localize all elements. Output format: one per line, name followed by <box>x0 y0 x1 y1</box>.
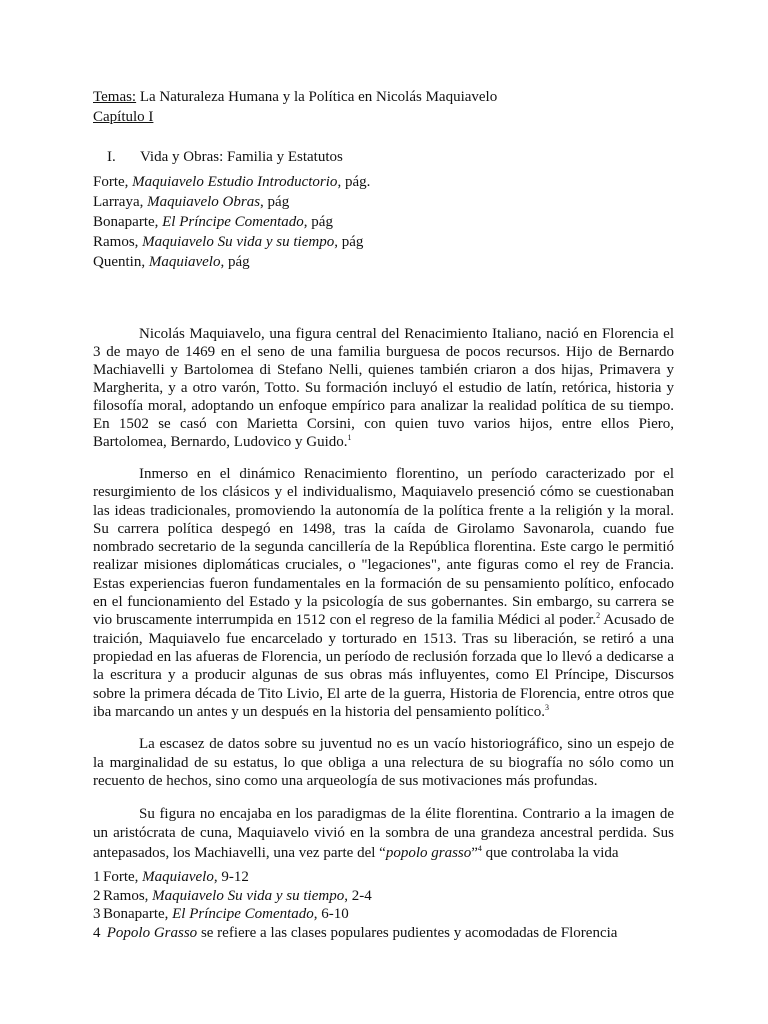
topic-title: La Naturaleza Humana y la Política en Nicolás Maquiavelo <box>136 89 498 105</box>
reference-page: , pág <box>260 194 290 210</box>
paragraph-text: Acusado de traición, Maquiavelo fue encarcelado y torturado en 1513. Tras su liberación, se retiró a una propiedad en las afueras de Florencia, un período de reclusión forzada que lo llevó a dedicarse a la escritura y a producir algunas de sus obras más influyentes, como El Príncipe, Discursos sobre la primera década de Tito Livio, El arte de la guerra, Historia de Florencia, entre otros que iba marcando un antes y un después en la historia del pensamiento político. <box>93 612 674 720</box>
paragraph-1 <box>93 325 674 451</box>
footnote-pages: , 6-10 <box>313 906 349 922</box>
reference-page: , pág <box>334 234 364 250</box>
footnote-item <box>93 924 617 943</box>
reference-author: Forte, <box>93 174 133 190</box>
paragraph-text: que controlaba la vida <box>481 844 619 861</box>
reference-work: Maquiavelo Obras <box>147 194 261 210</box>
footnote-number: 2 <box>93 887 101 904</box>
paragraph-text: Inmerso en el dinámico Renacimiento florentino, un período caracterizado por el resurgimiento de los clásicos y el individualismo, Maquiavelo presenció cómo se cuestionaban las ideas tradicionales, promoviendo la autonomía de la política frente a la religión y la moral. Su carrera política despegó en 1498, tras la caída de Girolamo Savonarola, cuando fue nombrado secretario de la segunda cancillería de la República florentina. Este cargo le permitió realizar misiones diplomáticas cruciales, o "legaciones", ante figuras como el rey de Francia. Estas experiencias fueron fundamentales en la formación de su pensamiento político, enfocado en el funcionamiento del Estado y la psicología de sus gobernantes. Sin embargo, su carrera se vio bruscamente interrumpida en 1512 con el regreso de la familia Médici al poder. <box>93 466 674 629</box>
reference-author: Bonaparte, <box>93 214 163 230</box>
footnote-item <box>93 905 617 924</box>
paragraph-3 <box>93 735 674 791</box>
paragraph-text: La escasez de datos sobre su juventud no es un vacío historiográfico, sino un espejo de la marginalidad de su estatus, lo que obliga a una relectura de su biografía no sólo como un recuento de hechos, sino como una arqueología de sus motivaciones más profundas. <box>93 736 674 790</box>
section-number: I. <box>107 149 116 165</box>
topic-line <box>93 87 497 107</box>
footnotes <box>93 868 617 942</box>
footnote-author: Forte, <box>103 869 143 885</box>
reference-page: , pág <box>303 214 333 230</box>
footnote-work: Maquiavelo Su vida y su tiempo <box>152 887 345 904</box>
topic-label: Temas: <box>93 89 137 105</box>
reference-page: , pág <box>220 254 250 270</box>
reference-page: , pág. <box>337 174 371 190</box>
reference-work: El Príncipe Comentado <box>162 214 304 230</box>
reference-list <box>93 172 370 272</box>
reference-item <box>93 232 370 252</box>
paragraph-text: Nicolás Maquiavelo, una figura central del Renacimiento Italiano, nació en Florencia el 3 de mayo de 1469 en el seno de una familia burguesa de pocos recursos. Hijo de Bernardo Machiavelli y Bartolomea di Stefano Nelli, quienes también criaron a dos hijas, Primavera y Margherita, y a otro varón, Totto. Su formación incluyó el estudio de latín, retórica, historia y filosofía moral, adoptando un enfoque empírico para analizar la realidad política de su tiempo. En 1502 se casó con Marietta Corsini, con quien tuvo varios hijos, entre ellos Piero, Bartolomea, Bernardo, Ludovico y Guido. <box>93 326 674 450</box>
paragraph-text: Su figura no encajaba en los paradigmas de la élite florentina. Contrario a la imagen de un aristócrata de cuna, Maquiavelo vivió en la sombra de una grandeza ancestral perdida. Sus antepasados, los Machiavelli, una vez parte del “ <box>93 805 674 861</box>
reference-item <box>93 172 370 192</box>
footnote-work: El Príncipe Comentado <box>172 906 314 922</box>
reference-item <box>93 252 370 272</box>
paragraph-4 <box>93 805 674 864</box>
italic-term: popolo grasso <box>385 844 472 861</box>
footnote-text: se refiere a las clases populares pudientes y acomodadas de Florencia <box>197 924 618 941</box>
reference-author: Ramos, <box>93 234 143 250</box>
reference-work: Maquiavelo <box>148 254 221 270</box>
footnote-marker: 3 <box>544 702 549 712</box>
footnote-marker: 2 <box>596 611 601 621</box>
reference-work: Maquiavelo Su vida y su tiempo <box>142 234 335 250</box>
footnote-number: 1 <box>93 869 101 885</box>
reference-author: Larraya, <box>93 194 148 210</box>
footnote-pages: , 9-12 <box>213 869 249 885</box>
paragraph-2 <box>93 465 674 721</box>
footnote-work: Popolo Grasso <box>106 924 198 941</box>
reference-item <box>93 212 370 232</box>
reference-author: Quentin, <box>93 254 149 270</box>
reference-work: Maquiavelo Estudio Introductorio <box>132 174 338 190</box>
footnote-number: 3 <box>93 906 101 922</box>
chapter-title: Capítulo I <box>93 109 154 125</box>
document-header <box>93 87 497 127</box>
reference-item <box>93 192 370 212</box>
body-text <box>93 325 674 877</box>
section-heading <box>107 147 343 167</box>
footnote-author: Ramos, <box>103 887 153 904</box>
footnote-marker: 4 <box>477 843 482 853</box>
section-title: Vida y Obras: Familia y Estatutos <box>140 149 343 165</box>
footnote-number: 4 <box>93 924 101 941</box>
footnote-work: Maquiavelo <box>142 869 214 885</box>
footnote-item <box>93 887 617 906</box>
closing-quote: ” <box>471 844 478 861</box>
footnote-item <box>93 868 617 887</box>
footnote-pages: , 2-4 <box>344 887 372 904</box>
footnote-author: Bonaparte, <box>103 906 173 922</box>
footnote-marker: 1 <box>347 433 352 442</box>
